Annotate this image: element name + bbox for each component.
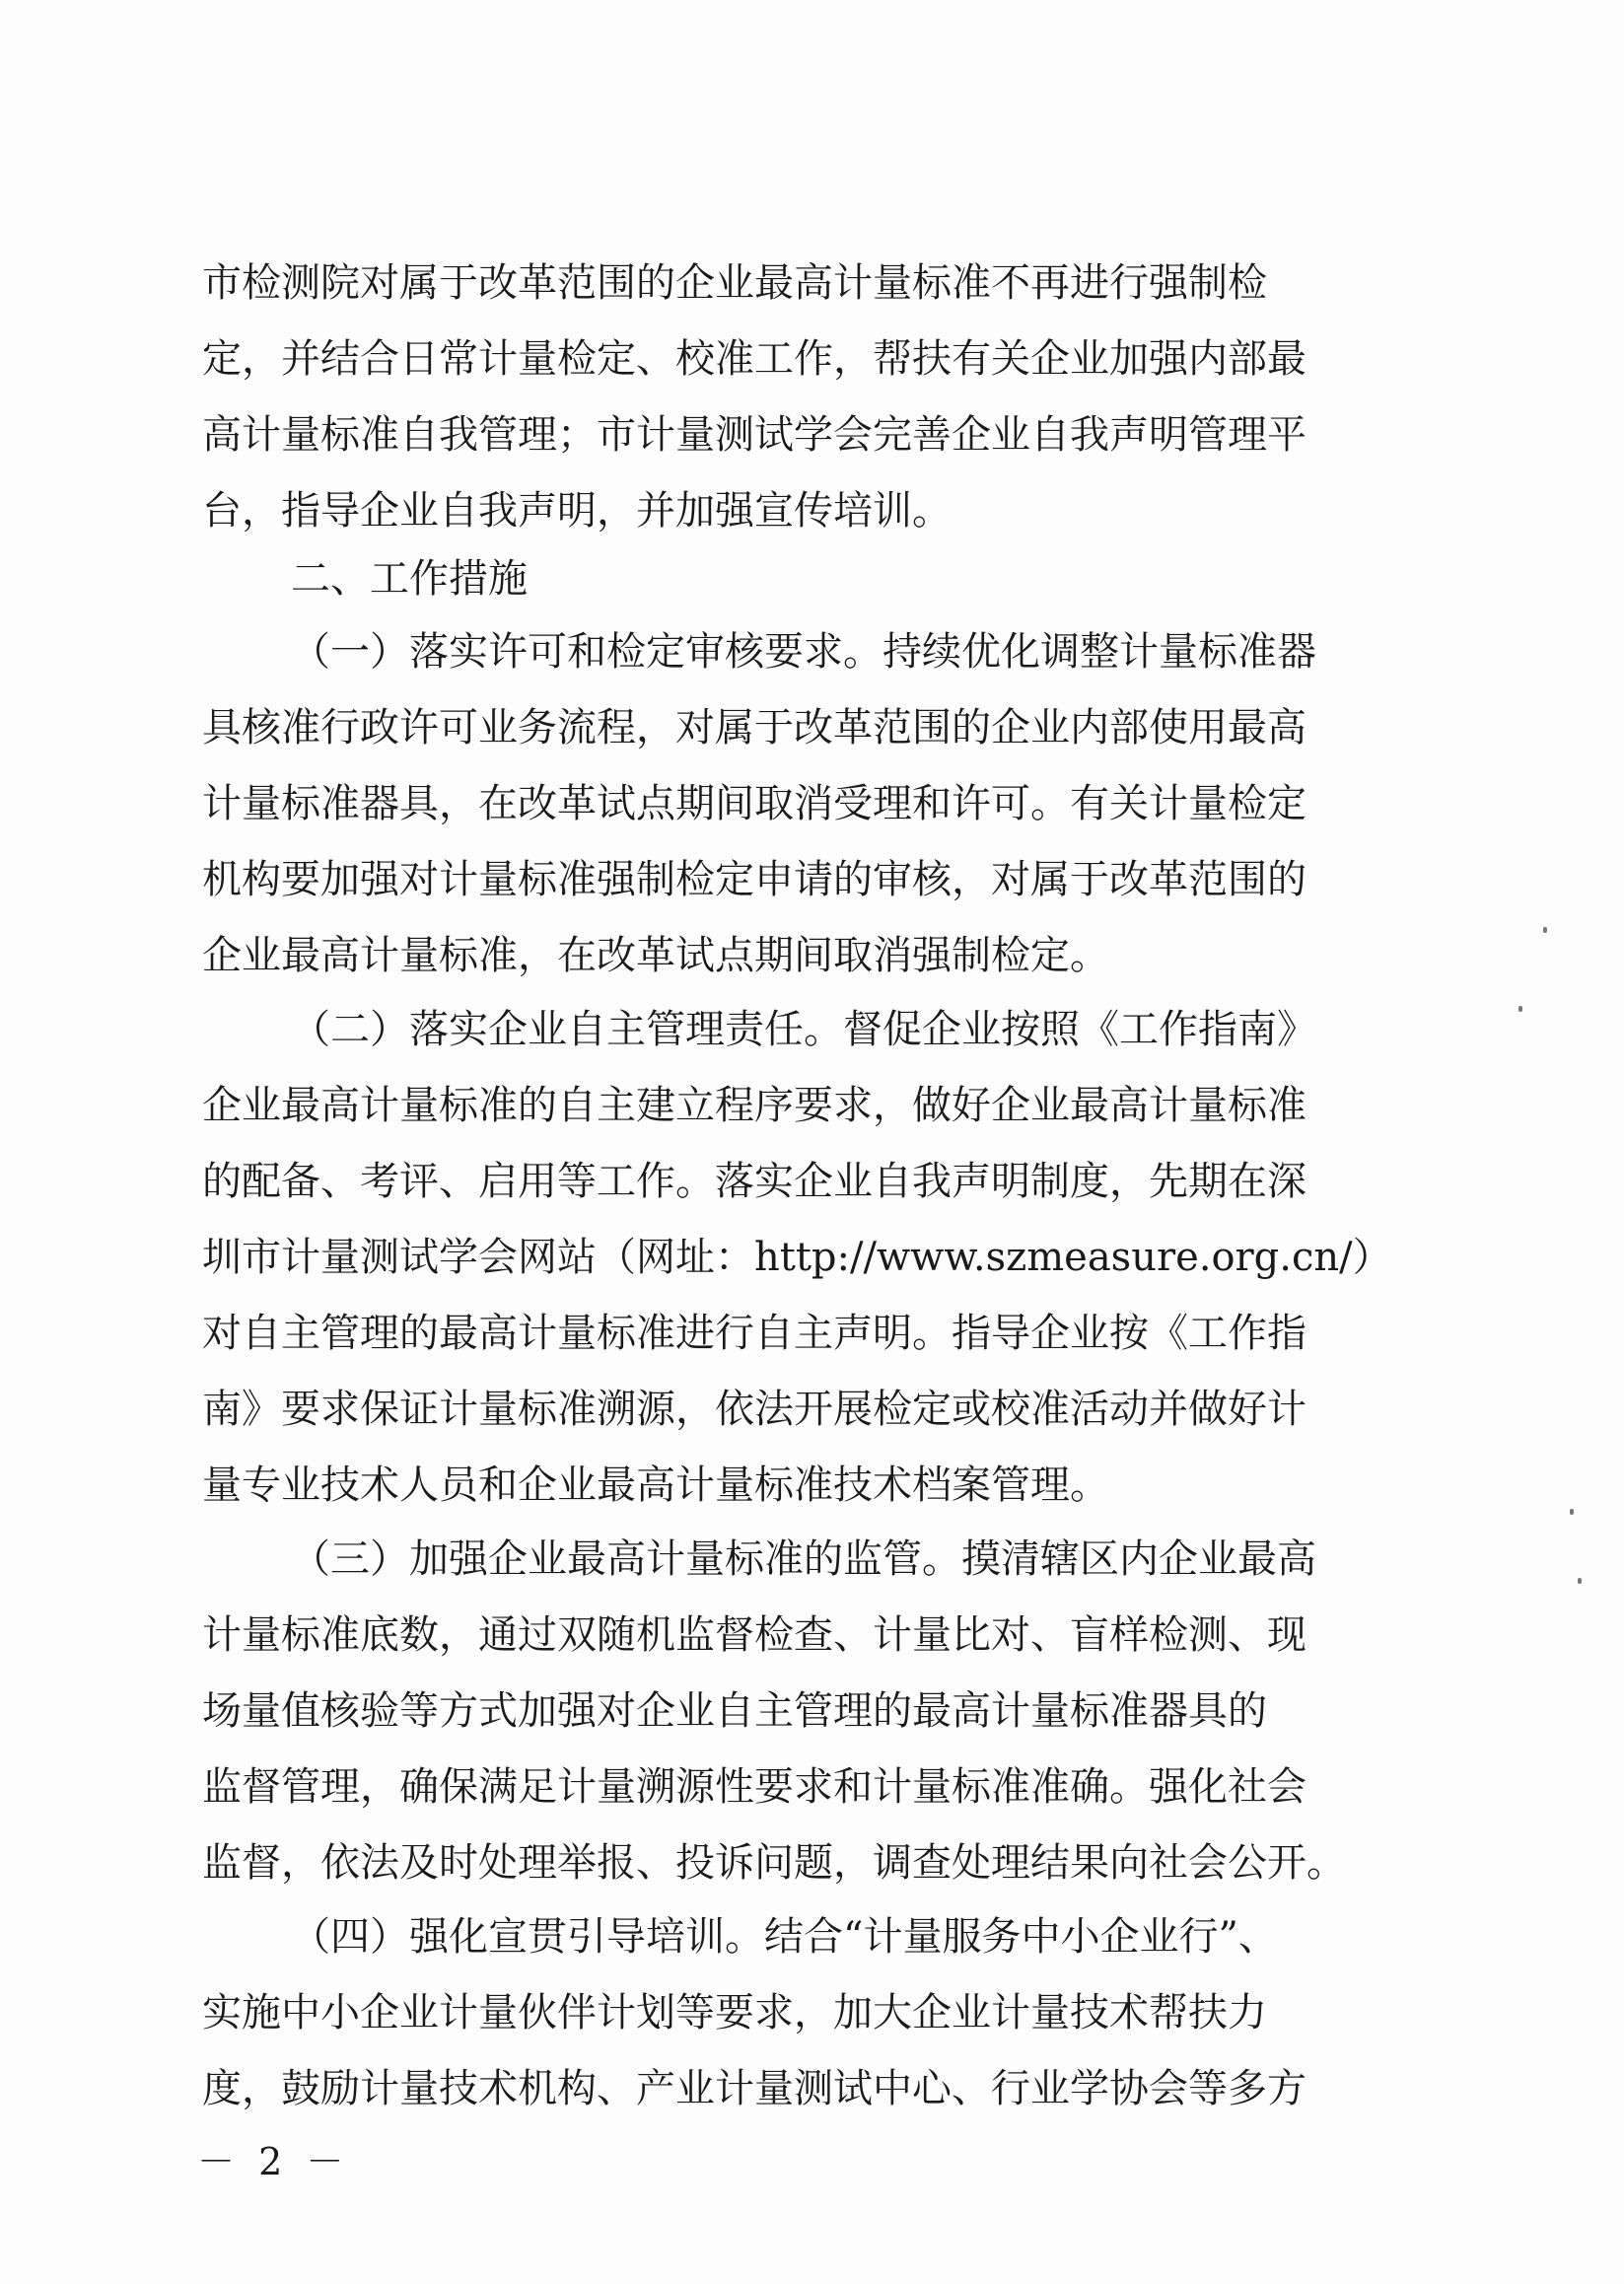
text-line: 市检测院对属于改革范围的企业最高计量标准不再进行强制检 [202, 260, 1267, 306]
paragraph-3-line: 场量值核验等方式加强对企业自主管理的最高计量标准器具的 [202, 1688, 1267, 1734]
paragraph-2-line: 对自主管理的最高计量标准进行自主声明。指导企业按《工作指 [202, 1311, 1306, 1356]
paragraph-2-line: 企业最高计量标准的自主建立程序要求，做好企业最高计量标准 [202, 1083, 1306, 1128]
paragraph-2-line: （二）落实企业自主管理责任。督促企业按照《工作指南》 [291, 1007, 1316, 1052]
paragraph-1-line: 机构要加强对计量标准强制检定申请的审核，对属于改革范围的 [202, 857, 1306, 902]
paragraph-2-line: 的配备、考评、启用等工作。落实企业自我声明制度，先期在深 [202, 1159, 1306, 1204]
paragraph-3-line: 监督，依法及时处理举报、投诉问题，调查处理结果向社会公开。 [202, 1840, 1346, 1886]
paragraph-1-line: 企业最高计量标准，在改革试点期间取消强制检定。 [202, 933, 1109, 978]
paragraph-1-line: （一）落实许可和检定审核要求。持续优化调整计量标准器 [291, 629, 1316, 675]
paragraph-2-line: 量专业技术人员和企业最高计量标准技术档案管理。 [202, 1463, 1109, 1508]
paragraph-2-line: 南》要求保证计量标准溯源，依法开展检定或校准活动并做好计 [202, 1387, 1306, 1432]
paragraph-4-line: 实施中小企业计量伙伴计划等要求，加大企业计量技术帮扶力 [202, 1990, 1267, 2035]
paragraph-3-line: 监督管理，确保满足计量溯源性要求和计量标准准确。强化社会 [202, 1764, 1306, 1810]
scan-speck [1518, 1006, 1522, 1012]
scan-speck [1570, 1509, 1574, 1515]
paragraph-2-line: 圳市计量测试学会网站（网址：http://www.szmeasure.org.cn/） [202, 1235, 1392, 1280]
paragraph-1-line: 具核准行政许可业务流程，对属于改革范围的企业内部使用最高 [202, 705, 1306, 750]
text-line: 台，指导企业自我声明，并加强宣传培训。 [202, 488, 952, 534]
paragraph-3-line: 计量标准底数，通过双随机监督检查、计量比对、盲样检测、现 [202, 1612, 1306, 1658]
section-heading: 二、工作措施 [291, 556, 528, 602]
paragraph-4-line: （四）强化宣贯引导培训。结合“计量服务中小企业行”、 [291, 1914, 1278, 1960]
scan-speck [1578, 1578, 1582, 1584]
paragraph-4-line: 度，鼓励计量技术机构、产业计量测试中心、行业学协会等多方 [202, 2066, 1306, 2111]
page-number: － 2 － [197, 2140, 350, 2183]
paragraph-3-line: （三）加强企业最高计量标准的监管。摸清辖区内企业最高 [291, 1536, 1316, 1582]
paragraph-1-line: 计量标准器具，在改革试点期间取消受理和许可。有关计量检定 [202, 781, 1306, 826]
text-line: 定，并结合日常计量检定、校准工作，帮扶有关企业加强内部最 [202, 336, 1306, 382]
scan-speck [1543, 927, 1547, 933]
text-line: 高计量标准自我管理；市计量测试学会完善企业自我声明管理平 [202, 412, 1306, 458]
